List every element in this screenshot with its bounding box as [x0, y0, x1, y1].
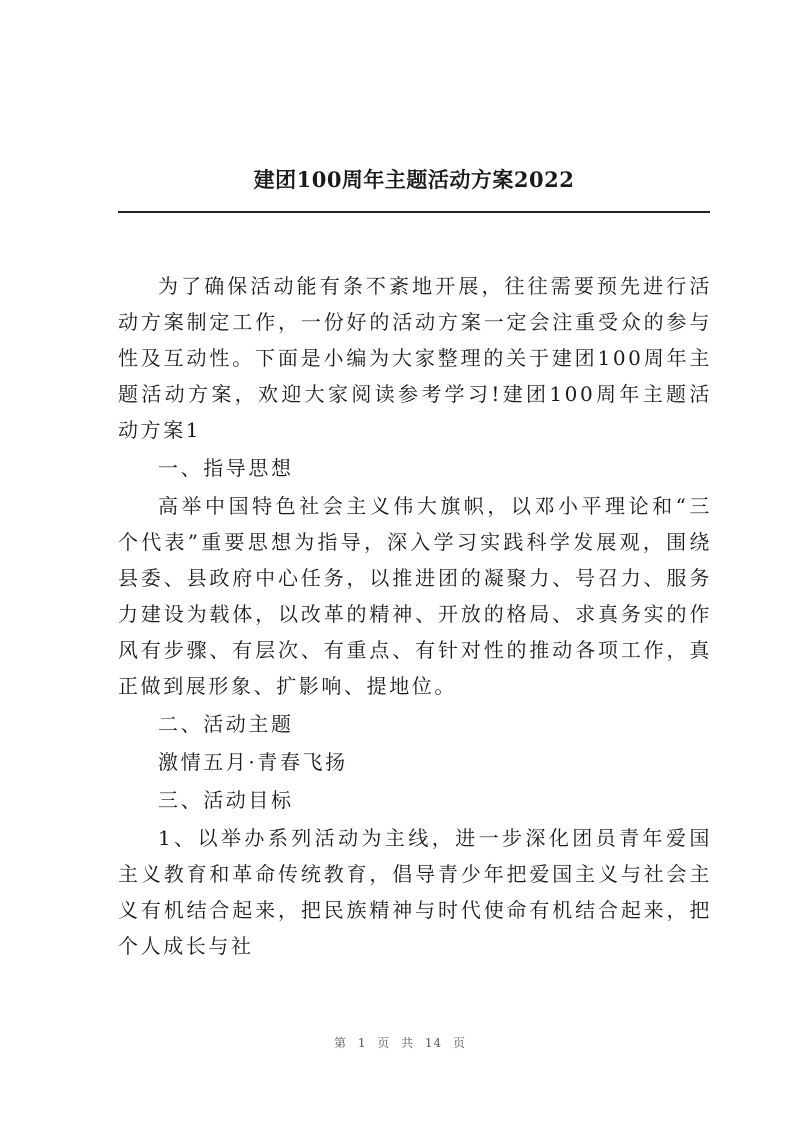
section-heading-activity-goals: 三、活动目标: [158, 788, 294, 812]
section-heading-activity-theme: 二、活动主题: [158, 712, 294, 736]
activity-goal-item-1: 1、以举办系列活动为主线，进一步深化团员青年爱国主义教育和革命传统教育，倡导青少年把爱国主义与社会主义有机结合起来，把民族精神与时代使命有机结合起来，把个人成长与社: [118, 826, 712, 958]
intro-paragraph: 为了确保活动能有条不紊地开展，往往需要预先进行活动方案制定工作，一份好的活动方案一定会注重受众的参与性及互动性。下面是小编为大家整理的关于建团100周年主题活动方案，欢迎大家阅读参考学习!建团100周年主题活动方案1: [118, 274, 712, 442]
document-body: [118, 268, 712, 964]
guiding-ideology-paragraph: 高举中国特色社会主义伟大旗帜，以邓小平理论和“三个代表”重要思想为指导，深入学习实践科学发展观，围绕县委、县政府中心任务，以推进团的凝聚力、号召力、服务力建设为载体，以改革的精神、开放的格局、求真务实的作风有步骤、有层次、有重点、有针对性的推动各项工作，真正做到展形象、扩影响、提地位。: [118, 494, 712, 698]
title-divider: [118, 211, 710, 213]
page-number-footer: 第 1 页 共 14 页: [334, 1036, 466, 1050]
activity-theme-text: 激情五月·青春飞扬: [158, 750, 348, 774]
section-heading-guiding-ideology: 一、指导思想: [158, 456, 294, 480]
document-title: 建团100周年主题活动方案2022: [253, 167, 575, 192]
